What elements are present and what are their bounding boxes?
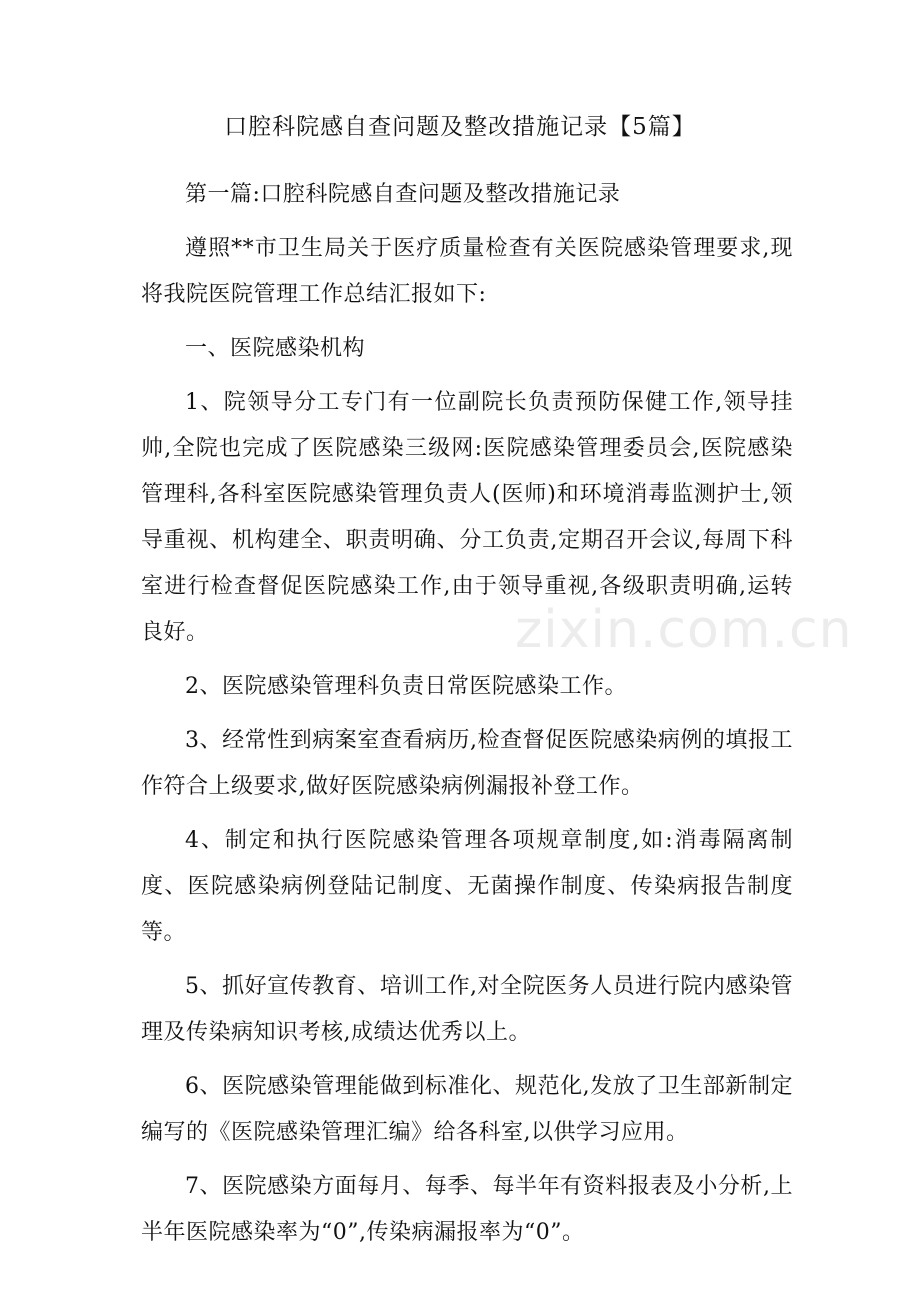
document-title: 口腔科院感自查问题及整改措施记录【5篇】 [224, 114, 696, 140]
body-paragraph: 4、制定和执行医院感染管理各项规章制度,如:消毒隔离制度、医院感染病例登陆记制度、无菌操作制度、传染病报告制度等。 [141, 828, 793, 945]
body-paragraph: 6、医院感染管理能做到标准化、规范化,发放了卫生部新制定编写的《医院感染管理汇编》给各科室,以供学习应用。 [141, 1074, 793, 1145]
body-paragraph: 5、抓好宣传教育、培训工作,对全院医务人员进行院内感染管理及传染病知识考核,成绩达优秀以上。 [141, 974, 793, 1045]
intro-paragraph: 遵照**市卫生局关于医疗质量检查有关医院感染管理要求,现将我院医院管理工作总结汇报如下: [141, 236, 793, 307]
body-paragraph: 7、医院感染方面每月、每季、每半年有资料报表及小分析,上半年医院感染率为“0”,传染病漏报率为“0”。 [141, 1174, 793, 1245]
body-paragraph: 1、院领导分工专门有一位副院长负责预防保健工作,领导挂帅,全院也完成了医院感染三级网:医院感染管理委员会,医院感染管理科,各科室医院感染管理负责人(医师)和环境消毒监测护士,领导重视、机构建全、职责明确、分工负责,定期召开会议,每周下科室进行检查督促医院感染工作,由于领导重视,各级职责明确,运转良好。 [141, 390, 793, 645]
section-heading: 一、医院感染机构 [185, 336, 366, 361]
chapter-heading: 第一篇:口腔科院感自查问题及整改措施记录 [185, 182, 621, 207]
body-paragraph: 3、经常性到病案室查看病历,检查督促医院感染病例的填报工作符合上级要求,做好医院感染病例漏报补登工作。 [141, 728, 793, 799]
body-paragraph: 2、医院感染管理科负责日常医院感染工作。 [185, 674, 627, 699]
watermark: zixin.com.cn [515, 600, 853, 660]
document-body [141, 172, 793, 1264]
